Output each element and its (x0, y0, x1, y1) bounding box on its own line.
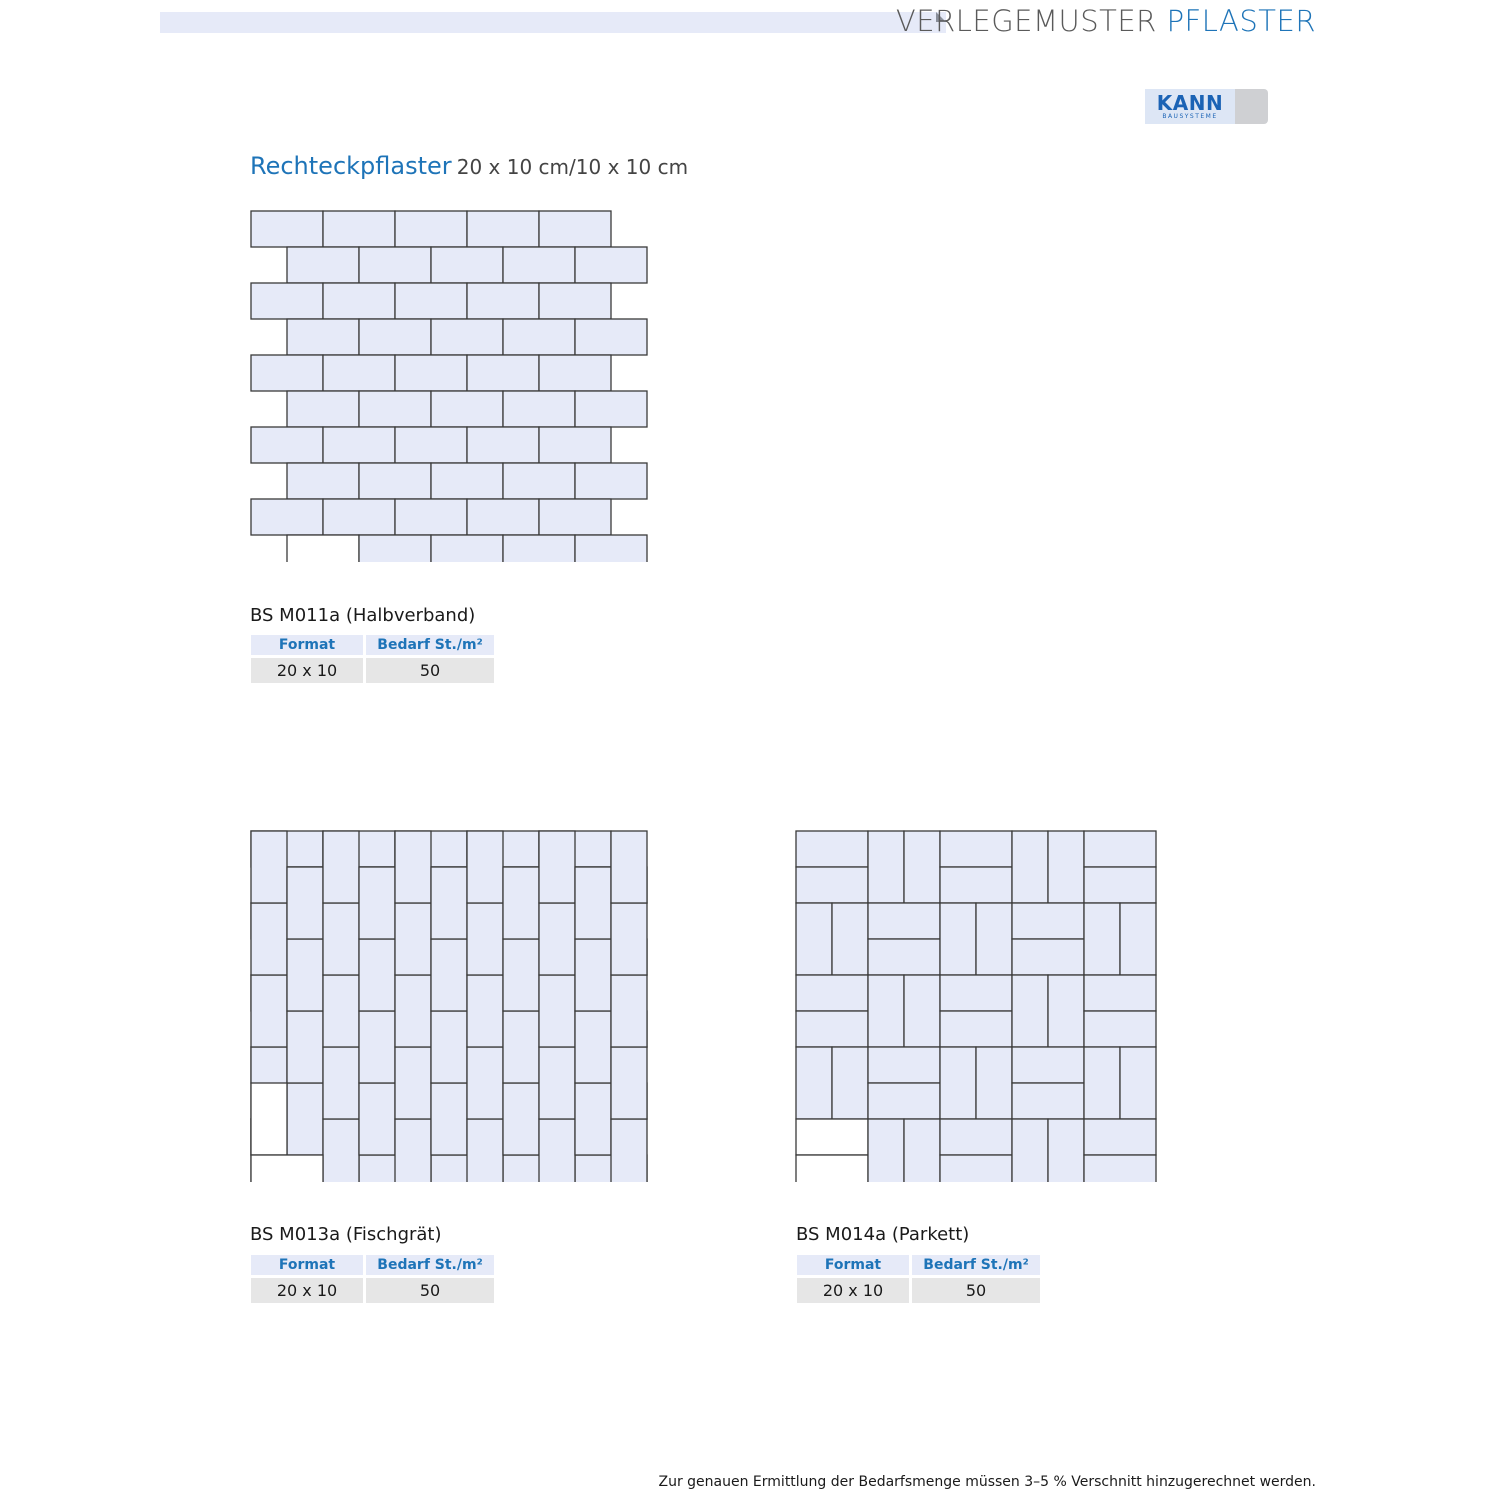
paver (467, 211, 539, 247)
paver-cut (796, 1155, 868, 1182)
paver (940, 975, 1012, 1011)
pattern-halbverband-drawing (250, 210, 652, 562)
paver (323, 283, 395, 319)
paver (611, 1047, 647, 1119)
paver (503, 867, 539, 939)
spec-header-format: Format (251, 1255, 363, 1275)
paver (940, 867, 1012, 903)
paver (575, 319, 647, 355)
paver (323, 427, 395, 463)
paver (940, 1011, 1012, 1047)
paver (467, 1047, 503, 1119)
paver (503, 391, 575, 427)
paver (904, 831, 940, 903)
paver (287, 939, 323, 1011)
paver (467, 499, 539, 535)
pattern-name-halbverband: BS M011a (Halbverband) (250, 605, 476, 626)
section-title-main: Rechteckpflaster (250, 152, 452, 180)
paver (832, 1047, 868, 1119)
logo-grey-block (1235, 89, 1268, 124)
paver (287, 1011, 323, 1083)
spec-header-format: Format (251, 635, 363, 655)
paver (287, 1083, 323, 1155)
paver-cut (796, 1119, 868, 1155)
paver (395, 499, 467, 535)
paver (323, 211, 395, 247)
paver (503, 319, 575, 355)
paver (940, 1119, 1012, 1155)
pattern-parkett-drawing (795, 830, 1161, 1182)
spec-table-halbverband (248, 632, 497, 686)
paver (1012, 1119, 1048, 1182)
section-title-sub: 20 x 10 cm/10 x 10 cm (456, 155, 689, 179)
paver (868, 831, 904, 903)
spec-header-demand: Bedarf St./m² (366, 1255, 494, 1275)
paver (796, 1011, 868, 1047)
paver (575, 867, 611, 939)
paver (467, 975, 503, 1047)
paver (431, 463, 503, 499)
page-title-part1: VERLEGEMUSTER (895, 4, 1167, 38)
paver (395, 831, 431, 903)
paver (323, 903, 359, 975)
spec-table-fischgraet (248, 1252, 497, 1306)
paver-cut (251, 1083, 287, 1155)
paver (251, 427, 323, 463)
brand-logo (1145, 89, 1268, 124)
paver (359, 463, 431, 499)
paver (940, 1047, 976, 1119)
paver (539, 211, 611, 247)
paver (467, 355, 539, 391)
paver (1084, 1119, 1156, 1155)
paver (395, 427, 467, 463)
paver (287, 319, 359, 355)
paver (1012, 903, 1084, 939)
paver (1084, 1011, 1156, 1047)
paver (611, 903, 647, 975)
paver (1120, 1047, 1156, 1119)
paver (940, 831, 1012, 867)
spec-demand-value: 50 (366, 658, 494, 683)
spec-header-demand: Bedarf St./m² (912, 1255, 1040, 1275)
paver (796, 1047, 832, 1119)
paver (359, 391, 431, 427)
paver (575, 463, 647, 499)
paver (323, 1119, 359, 1182)
paver (868, 1083, 940, 1119)
paver (575, 1011, 611, 1083)
paver (1012, 1047, 1084, 1083)
paver (467, 1119, 503, 1182)
paver (359, 1083, 395, 1155)
paver (431, 535, 503, 562)
paver (868, 939, 940, 975)
paver (431, 1083, 467, 1155)
paver (868, 1119, 904, 1182)
pattern-name-fischgraet: BS M013a (Fischgrät) (250, 1224, 442, 1245)
paver (395, 355, 467, 391)
paver (467, 427, 539, 463)
paver (467, 283, 539, 319)
paver (287, 867, 323, 939)
paver (1084, 1155, 1156, 1182)
paver (503, 939, 539, 1011)
spec-format-value: 20 x 10 (251, 1278, 363, 1303)
paver (287, 391, 359, 427)
paver (976, 903, 1012, 975)
paver (323, 975, 359, 1047)
paver (539, 427, 611, 463)
paver (1120, 903, 1156, 975)
paver (359, 1011, 395, 1083)
paver (431, 867, 467, 939)
paver (431, 1011, 467, 1083)
paver-cut (251, 1155, 323, 1182)
paver (1012, 939, 1084, 975)
paver (287, 247, 359, 283)
paver (1084, 903, 1120, 975)
paver (796, 831, 868, 867)
paver (575, 1083, 611, 1155)
pattern-fischgraet (250, 830, 652, 1182)
paver (796, 903, 832, 975)
paver (575, 391, 647, 427)
paver (575, 535, 647, 562)
paver (868, 1047, 940, 1083)
paver (539, 903, 575, 975)
paver (467, 903, 503, 975)
paver (611, 831, 647, 903)
paver (323, 355, 395, 391)
paver (1048, 975, 1084, 1047)
paver (1048, 1119, 1084, 1182)
paver (323, 499, 395, 535)
spec-header-demand: Bedarf St./m² (366, 635, 494, 655)
spec-demand-value: 50 (912, 1278, 1040, 1303)
paver (431, 247, 503, 283)
paver (287, 463, 359, 499)
spec-header-format: Format (797, 1255, 909, 1275)
paver (868, 975, 904, 1047)
paver (1084, 867, 1156, 903)
pattern-name-parkett: BS M014a (Parkett) (796, 1224, 970, 1245)
paver (359, 319, 431, 355)
paver (539, 831, 575, 903)
logo-brand: KANN (1156, 91, 1224, 115)
paver (503, 1083, 539, 1155)
paver (395, 283, 467, 319)
paver (539, 499, 611, 535)
paver (395, 1119, 431, 1182)
paver (1084, 975, 1156, 1011)
paver (539, 283, 611, 319)
paver (503, 463, 575, 499)
paver (359, 939, 395, 1011)
paver (395, 975, 431, 1047)
paver (323, 831, 359, 903)
paver (1012, 831, 1048, 903)
paver (467, 831, 503, 903)
spec-format-value: 20 x 10 (251, 658, 363, 683)
paver (1012, 1083, 1084, 1119)
paver (1048, 831, 1084, 903)
pattern-parkett (795, 830, 1161, 1182)
paver (539, 1047, 575, 1119)
paver (503, 535, 575, 562)
paver (359, 867, 395, 939)
paver (904, 1119, 940, 1182)
paver (251, 903, 287, 975)
paver (395, 903, 431, 975)
paver (575, 939, 611, 1011)
paver (431, 319, 503, 355)
paver (503, 1011, 539, 1083)
logo-tagline: BAUSYSTEME (1162, 113, 1218, 120)
paver (832, 903, 868, 975)
spec-demand-value: 50 (366, 1278, 494, 1303)
paver (359, 535, 431, 562)
paver (251, 499, 323, 535)
paver (251, 975, 287, 1047)
paver (539, 1119, 575, 1182)
paver (1084, 831, 1156, 867)
paver (1012, 975, 1048, 1047)
page-title (896, 4, 1316, 38)
footnote: Zur genauen Ermittlung der Bedarfsmenge müssen 3–5 % Verschnitt hinzugerechnet werden. (658, 1474, 1316, 1490)
paver (940, 903, 976, 975)
paver (395, 1047, 431, 1119)
paver (904, 975, 940, 1047)
pattern-halbverband (250, 210, 652, 562)
paver (796, 975, 868, 1011)
section-title (250, 152, 688, 180)
paver (868, 903, 940, 939)
paver (940, 1155, 1012, 1182)
paver (395, 211, 467, 247)
paver (431, 939, 467, 1011)
paver-cut (287, 535, 359, 562)
paver (539, 975, 575, 1047)
header-bar (160, 12, 946, 33)
pattern-fischgraet-drawing (250, 830, 652, 1182)
paver (796, 867, 868, 903)
paver (323, 1047, 359, 1119)
spec-format-value: 20 x 10 (797, 1278, 909, 1303)
paver (503, 247, 575, 283)
paver (575, 247, 647, 283)
paver (251, 283, 323, 319)
paver (359, 247, 431, 283)
paver (611, 1119, 647, 1182)
paver (976, 1047, 1012, 1119)
spec-table-parkett (794, 1252, 1043, 1306)
paver (611, 975, 647, 1047)
paver (1084, 1047, 1120, 1119)
paver (251, 355, 323, 391)
paver (539, 355, 611, 391)
paver (251, 831, 287, 903)
paver (251, 211, 323, 247)
paver (431, 391, 503, 427)
page-title-part2: PFLASTER (1166, 4, 1316, 38)
